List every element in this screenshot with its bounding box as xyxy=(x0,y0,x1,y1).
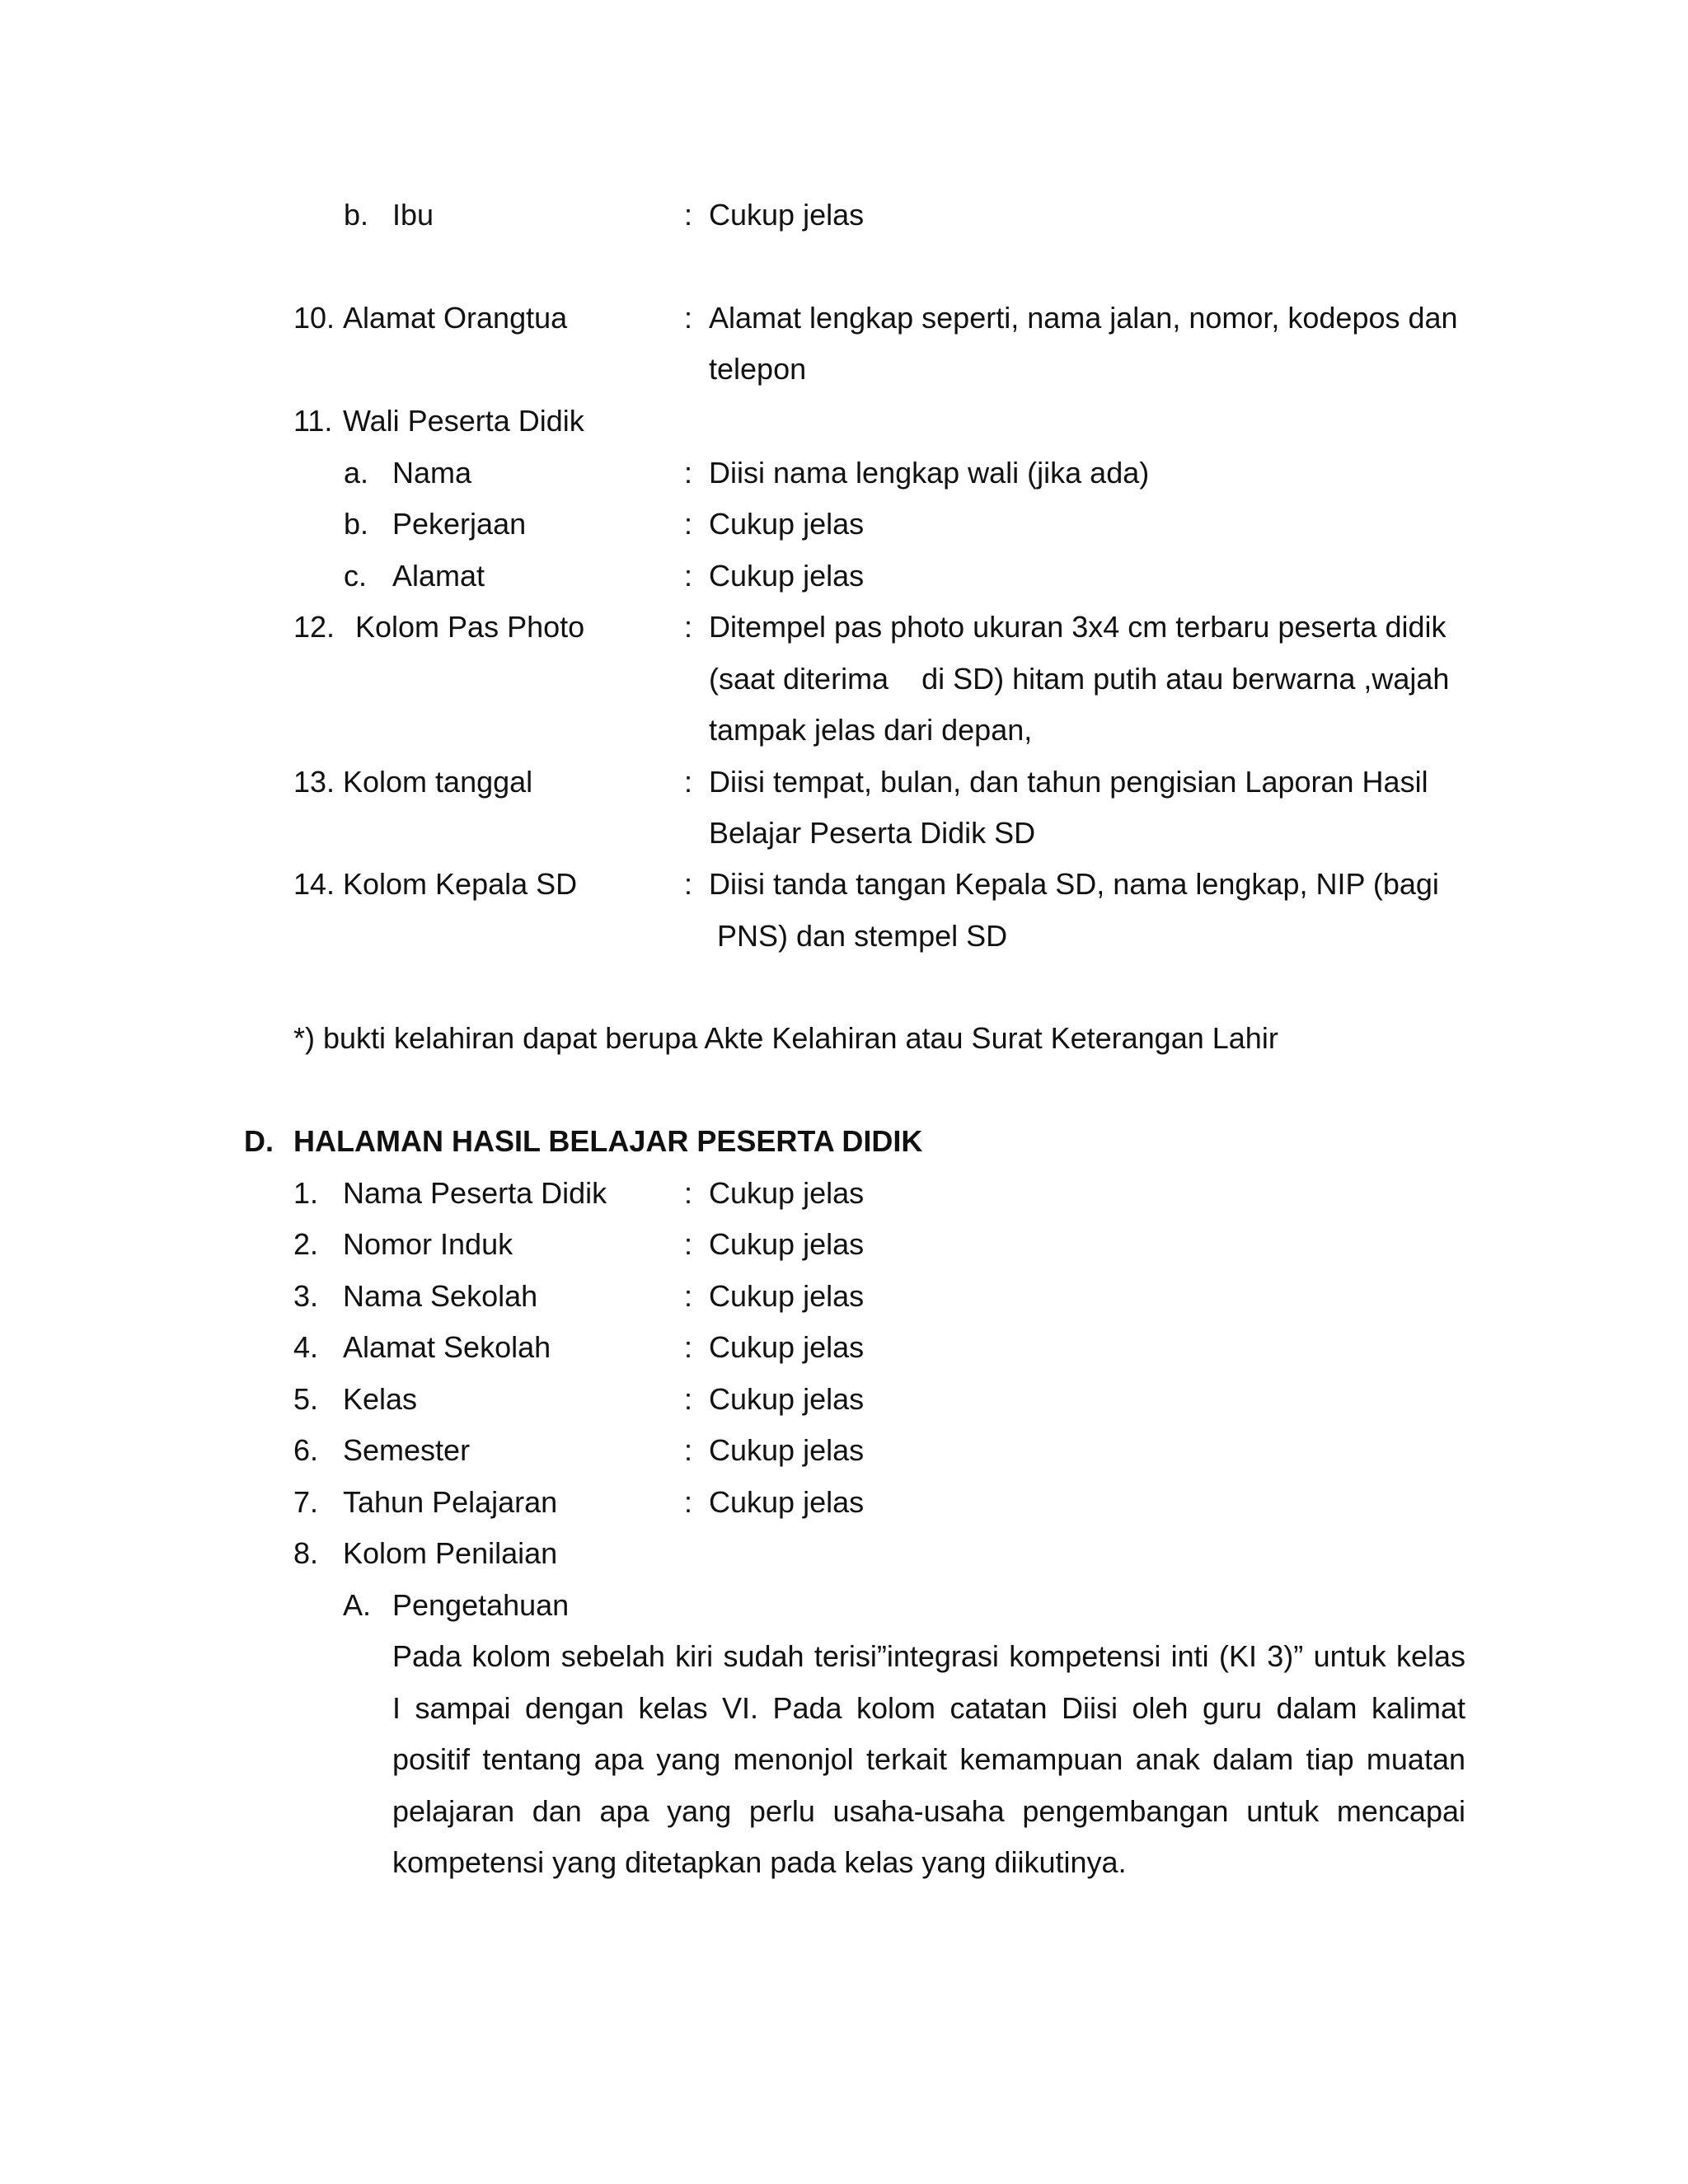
paragraph-line: I sampai dengan kelas VI. Pada kolom catatan Diisi oleh guru dalam kalimat xyxy=(392,1691,1465,1725)
item-name: Wali Peserta Didik xyxy=(343,404,584,438)
item-value-continued: (saat diterima di SD) hitam putih atau berwarna ,wajah xyxy=(709,662,1450,696)
item-name: Nama Sekolah xyxy=(343,1279,538,1313)
item-number: 8. xyxy=(293,1536,319,1570)
item-value: Alamat lengkap seperti, nama jalan, nomor, kodepos dan xyxy=(709,301,1458,335)
item-name: Alamat Sekolah xyxy=(343,1330,551,1364)
item-value: Ditempel pas photo ukuran 3x4 cm terbaru peserta didik xyxy=(709,610,1447,644)
item-value: Diisi tanda tangan Kepala SD, nama lengkap, NIP (bagi xyxy=(709,867,1439,901)
item-number: 14. xyxy=(293,867,335,901)
item-number: 12. xyxy=(293,610,335,644)
colon: : xyxy=(684,765,693,799)
item-value: Cukup jelas xyxy=(709,507,865,541)
colon: : xyxy=(684,1227,693,1261)
item-name: Kolom Penilaian xyxy=(343,1536,558,1570)
item-value: Cukup jelas xyxy=(709,1279,865,1313)
section-title: HALAMAN HASIL BELAJAR PESERTA DIDIK xyxy=(293,1124,923,1158)
item-value: Diisi tempat, bulan, dan tahun pengisian Laporan Hasil xyxy=(709,765,1428,799)
item-label: a. xyxy=(344,456,369,490)
item-number: 7. xyxy=(293,1485,319,1519)
colon: : xyxy=(684,198,693,232)
item-name: Tahun Pelajaran xyxy=(343,1485,558,1519)
item-value: Cukup jelas xyxy=(709,1227,865,1261)
colon: : xyxy=(684,1279,693,1313)
item-name: Kolom tanggal xyxy=(343,765,533,799)
item-name: Nama xyxy=(392,456,472,490)
item-value-continued: PNS) dan stempel SD xyxy=(717,919,1008,953)
subsection-label: A. xyxy=(343,1588,372,1622)
item-number: 6. xyxy=(293,1433,319,1467)
footnote: *) bukti kelahiran dapat berupa Akte Kelahiran atau Surat Keterangan Lahir xyxy=(293,1021,1278,1055)
colon: : xyxy=(684,301,693,335)
item-value: Cukup jelas xyxy=(709,1485,865,1519)
paragraph-line: kompetensi yang ditetapkan pada kelas yang diikutinya. xyxy=(392,1845,1127,1879)
item-name: Kolom Pas Photo xyxy=(355,610,585,644)
item-name: Ibu xyxy=(392,198,434,232)
colon: : xyxy=(684,1176,693,1210)
item-label: c. xyxy=(344,559,368,593)
paragraph-line: pelajaran dan apa yang perlu usaha-usaha pengembangan untuk mencapai xyxy=(392,1794,1465,1828)
colon: : xyxy=(684,610,693,644)
item-number: 4. xyxy=(293,1330,319,1364)
item-name: Alamat Orangtua xyxy=(343,301,568,335)
item-number: 11. xyxy=(293,404,333,438)
item-value: Cukup jelas xyxy=(709,1433,865,1467)
item-name: Nomor Induk xyxy=(343,1227,513,1261)
item-name: Alamat xyxy=(392,559,485,593)
item-label: b. xyxy=(344,198,369,232)
item-value: Cukup jelas xyxy=(709,1176,865,1210)
colon: : xyxy=(684,507,693,541)
item-number: 10. xyxy=(293,301,335,335)
item-number: 2. xyxy=(293,1227,319,1261)
item-name: Semester xyxy=(343,1433,471,1467)
colon: : xyxy=(684,1485,693,1519)
colon: : xyxy=(684,1382,693,1416)
item-name: Kolom Kepala SD xyxy=(343,867,578,901)
colon: : xyxy=(684,456,693,490)
item-number: 3. xyxy=(293,1279,319,1313)
item-value: Cukup jelas xyxy=(709,559,865,593)
paragraph-line: Pada kolom sebelah kiri sudah terisi”integrasi kompetensi inti (KI 3)” untuk kelas xyxy=(392,1639,1465,1673)
subsection-title: Pengetahuan xyxy=(392,1588,570,1622)
item-value: Cukup jelas xyxy=(709,1330,865,1364)
item-name: Nama Peserta Didik xyxy=(343,1176,607,1210)
colon: : xyxy=(684,1433,693,1467)
item-name: Pekerjaan xyxy=(392,507,527,541)
section-letter: D. xyxy=(244,1124,274,1158)
item-value-continued: Belajar Peserta Didik SD xyxy=(709,816,1036,850)
item-value-continued: tampak jelas dari depan, xyxy=(709,713,1033,747)
colon: : xyxy=(684,867,693,901)
paragraph-line: positif tentang apa yang menonjol terkait kemampuan anak dalam tiap muatan xyxy=(392,1742,1465,1776)
item-value: Cukup jelas xyxy=(709,198,865,232)
item-label: b. xyxy=(344,507,369,541)
colon: : xyxy=(684,559,693,593)
item-value: Cukup jelas xyxy=(709,1382,865,1416)
item-number: 1. xyxy=(293,1176,319,1210)
item-number: 5. xyxy=(293,1382,319,1416)
colon: : xyxy=(684,1330,693,1364)
item-number: 13. xyxy=(293,765,335,799)
item-name: Kelas xyxy=(343,1382,418,1416)
item-value-continued: telepon xyxy=(709,352,807,386)
item-value: Diisi nama lengkap wali (jika ada) xyxy=(709,456,1150,490)
